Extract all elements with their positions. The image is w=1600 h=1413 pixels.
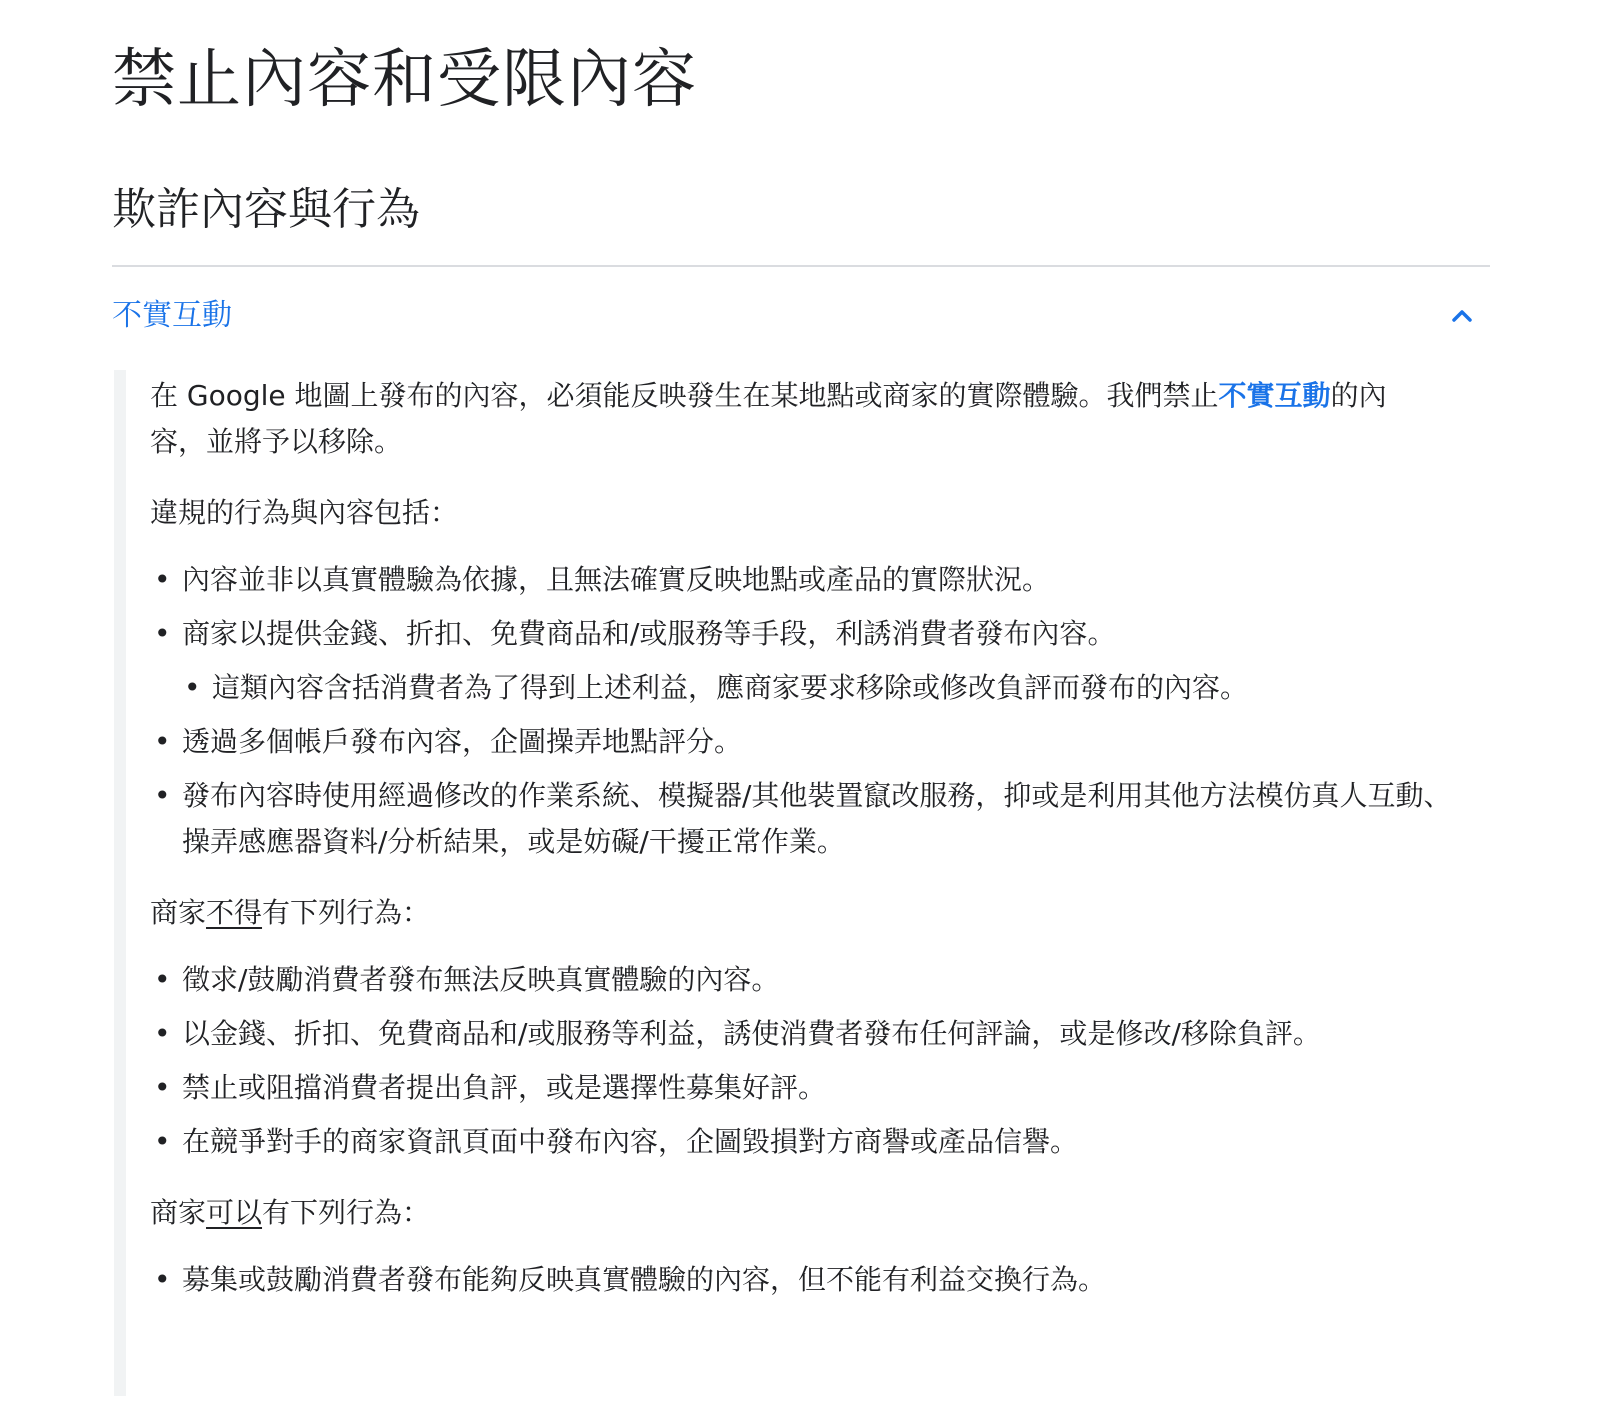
list-item [150,773,1454,865]
list-item-text: 商家以提供金錢、折扣、免費商品和/或服務等手段，利誘消費者發布內容。 [182,617,1116,650]
may-lead [150,1190,1454,1236]
bullet: • [154,963,171,996]
page-title: 禁止內容和受限內容 [112,43,697,117]
list-item-text: 透過多個帳戶發布內容，企圖操弄地點評分。 [182,725,743,758]
list-item [150,1011,1454,1057]
list-item-text: 這類內容含括消費者為了得到上述利益，應商家要求移除或修改負評而發布的內容。 [212,671,1249,704]
list-item-text: 在競爭對手的商家資訊頁面中發布內容，企圖毀損對方商譽或產品信譽。 [182,1125,1079,1158]
list-item [150,1257,1454,1303]
list-item [150,719,1454,765]
bullet: • [154,725,171,758]
section-title: 欺詐內容與行為 [112,184,420,235]
bullet: • [184,671,201,704]
accordion-title[interactable]: 不實互動 [112,298,232,333]
violations-list [150,557,1454,865]
intro-prefix: 在 Google 地圖上發布的內容，必須能反映發生在某地點或商家的實際體驗。我們禁止 [150,379,1219,412]
list-item [150,957,1454,1003]
bullet: • [154,1071,171,1104]
intro-paragraph [150,373,1440,465]
must-not-lead [150,890,1454,936]
may-list [150,1257,1454,1303]
intro-link-fake-engagement[interactable]: 不實互動 [1218,379,1331,412]
must-not-underlined: 不得 [206,896,263,929]
bullet: • [154,779,171,812]
bullet: • [154,1017,171,1050]
may-lead-prefix: 商家 [150,1196,207,1229]
bullet: • [154,1263,171,1296]
list-item [150,1119,1454,1165]
accordion-content [114,370,1454,1396]
bullet: • [154,1125,171,1158]
must-not-lead-prefix: 商家 [150,896,207,929]
must-not-lead-suffix: 有下列行為： [262,896,431,929]
list-item [150,1065,1454,1111]
accordion-header-fake-engagement[interactable] [112,270,1490,360]
chevron-up-icon[interactable] [1446,300,1478,332]
list-item-text: 募集或鼓勵消費者發布能夠反映真實體驗的內容，但不能有利益交換行為。 [182,1263,1107,1296]
list-item-text: 徵求/鼓勵消費者發布無法反映真實體驗的內容。 [182,963,780,996]
list-item-text: 以金錢、折扣、免費商品和/或服務等利益，誘使消費者發布任何評論，或是修改/移除負評。 [182,1017,1321,1050]
list-item [150,611,1454,657]
intro-suffix: 的內容，並將予以移除。 [150,379,1387,458]
may-underlined: 可以 [206,1196,263,1229]
list-item [150,557,1454,603]
bullet: • [154,563,171,596]
must-not-list [150,957,1454,1165]
list-item-text: 內容並非以真實體驗為依據，且無法確實反映地點或產品的實際狀況。 [182,563,1051,596]
violations-lead: 違規的行為與內容包括： [150,496,459,529]
sub-list-item [150,665,1454,711]
section-divider [112,265,1490,267]
list-item-text: 禁止或阻擋消費者提出負評，或是選擇性募集好評。 [182,1071,827,1104]
may-lead-suffix: 有下列行為： [262,1196,431,1229]
list-item-text: 發布內容時使用經過修改的作業系統、模擬器/其他裝置竄改服務，抑或是利用其他方法模仿真人互動、操弄感應器資料/分析結果，或是妨礙/干擾正常作業。 [182,779,1452,858]
bullet: • [154,617,171,650]
